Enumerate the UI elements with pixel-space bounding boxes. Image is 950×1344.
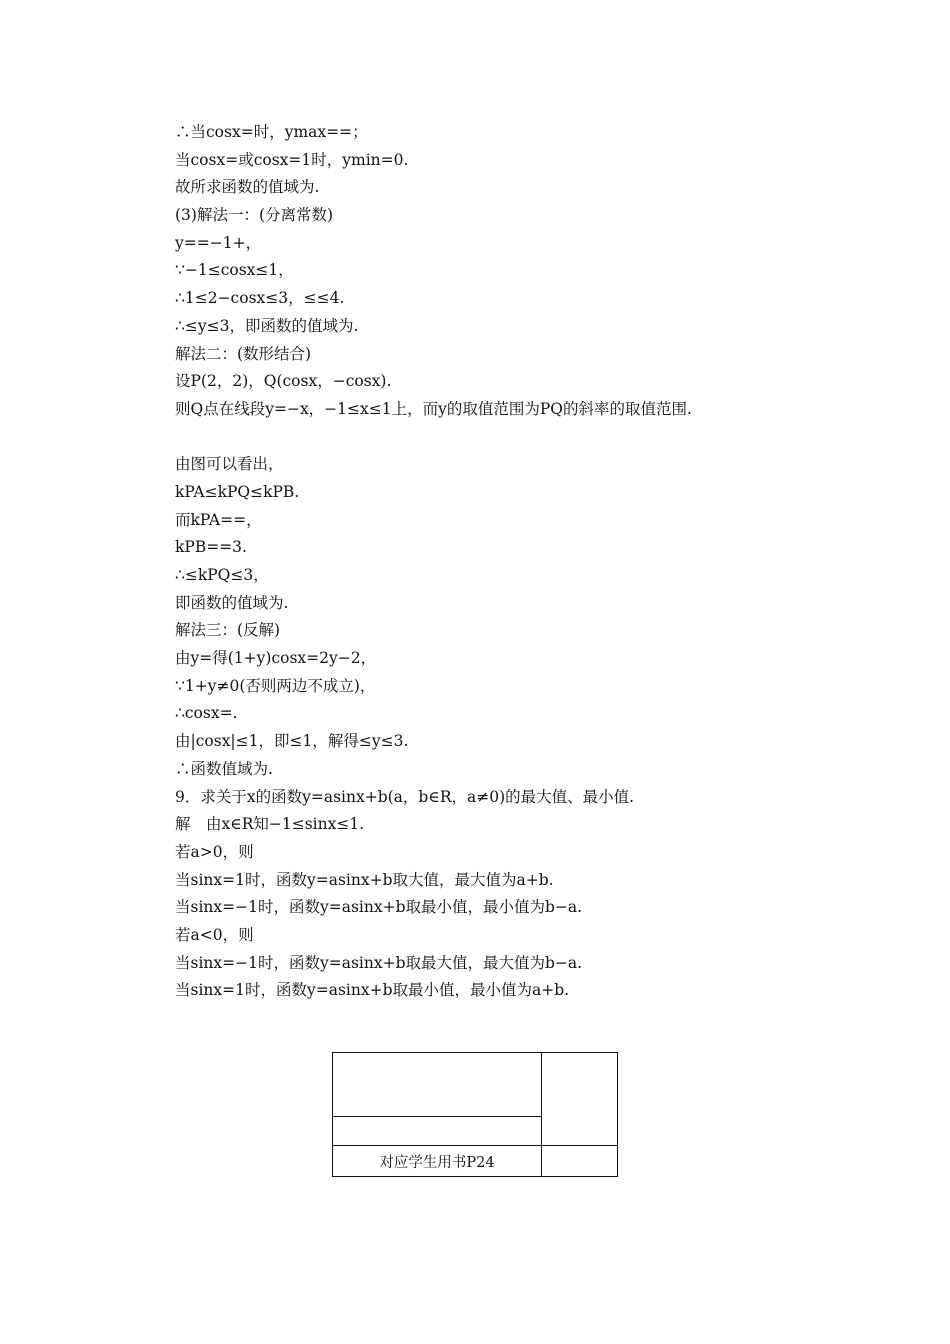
text-line: 由图可以看出， [175,455,284,474]
text-line: 设P(2，2)，Q(cosx，−cosx). [175,372,392,391]
figure-gap [175,424,875,452]
table-cell [542,1053,618,1146]
text-line: y==−1+， [175,233,262,252]
text-line: ∵1+y≠0(否则两边不成立)， [175,676,376,695]
text-line: 当cosx=或cosx=1时，ymin=0. [175,150,409,169]
text-line: 当sinx=−1时，函数y=asinx+b取最小值，最小值为b−a. [175,898,583,917]
text-line: ∴≤kPQ≤3， [175,566,269,584]
text-line: 解法三：(反解) [175,621,281,640]
text-line: 9．求关于x的函数y=asinx+b(a，b∈R，a≠0)的最大值、最小值. [175,787,635,806]
text-line: ∴当cosx=时，ymax==； [175,123,368,141]
text-line: 当sinx=1时，函数y=asinx+b取最小值，最小值为a+b. [175,981,570,1000]
text-line: 即函数的值域为. [175,593,289,612]
text-line: kPB==3. [175,538,247,557]
table-cell-label: 对应学生用书P24 [333,1146,542,1177]
text-line: 当sinx=−1时，函数y=asinx+b取最大值，最大值为b−a. [175,953,583,972]
text-line: ∴1≤2−cosx≤3，≤≤4. [175,289,345,308]
text-line: 若a<0，则 [175,925,254,944]
table-row [333,1146,618,1177]
text-line: ∵−1≤cosx≤1， [175,261,294,280]
text-line: ∴cosx=. [175,704,238,723]
table-cell [333,1117,542,1146]
text-body [175,119,875,1005]
text-line: 若a>0，则 [175,842,254,861]
text-line: kPA≤kPQ≤kPB. [175,482,300,501]
text-line: (3)解法一：(分离常数) [175,206,334,225]
text-line: ∴函数值域为. [175,759,273,778]
reference-table [332,1052,618,1177]
text-line: 则Q点在线段y=−x，−1≤x≤1上，而y的取值范围为PQ的斜率的取值范围. [175,399,692,418]
text-line: 解 由x∈R知−1≤sinx≤1. [175,815,365,834]
text-line: 当sinx=1时，函数y=asinx+b取大值，最大值为a+b. [175,870,554,889]
table-row [333,1053,618,1117]
table-cell [542,1146,618,1177]
table-cell [333,1053,542,1117]
text-line: 而kPA==， [175,510,262,529]
text-line: ∴≤y≤3，即函数的值域为. [175,316,359,335]
text-line: 故所求函数的值域为. [175,178,320,197]
text-line: 由y=得(1+y)cosx=2y−2， [175,649,377,668]
text-line: 由|cosx|≤1，即≤1，解得≤y≤3. [175,732,409,751]
text-line: 解法二：(数形结合) [175,344,312,363]
